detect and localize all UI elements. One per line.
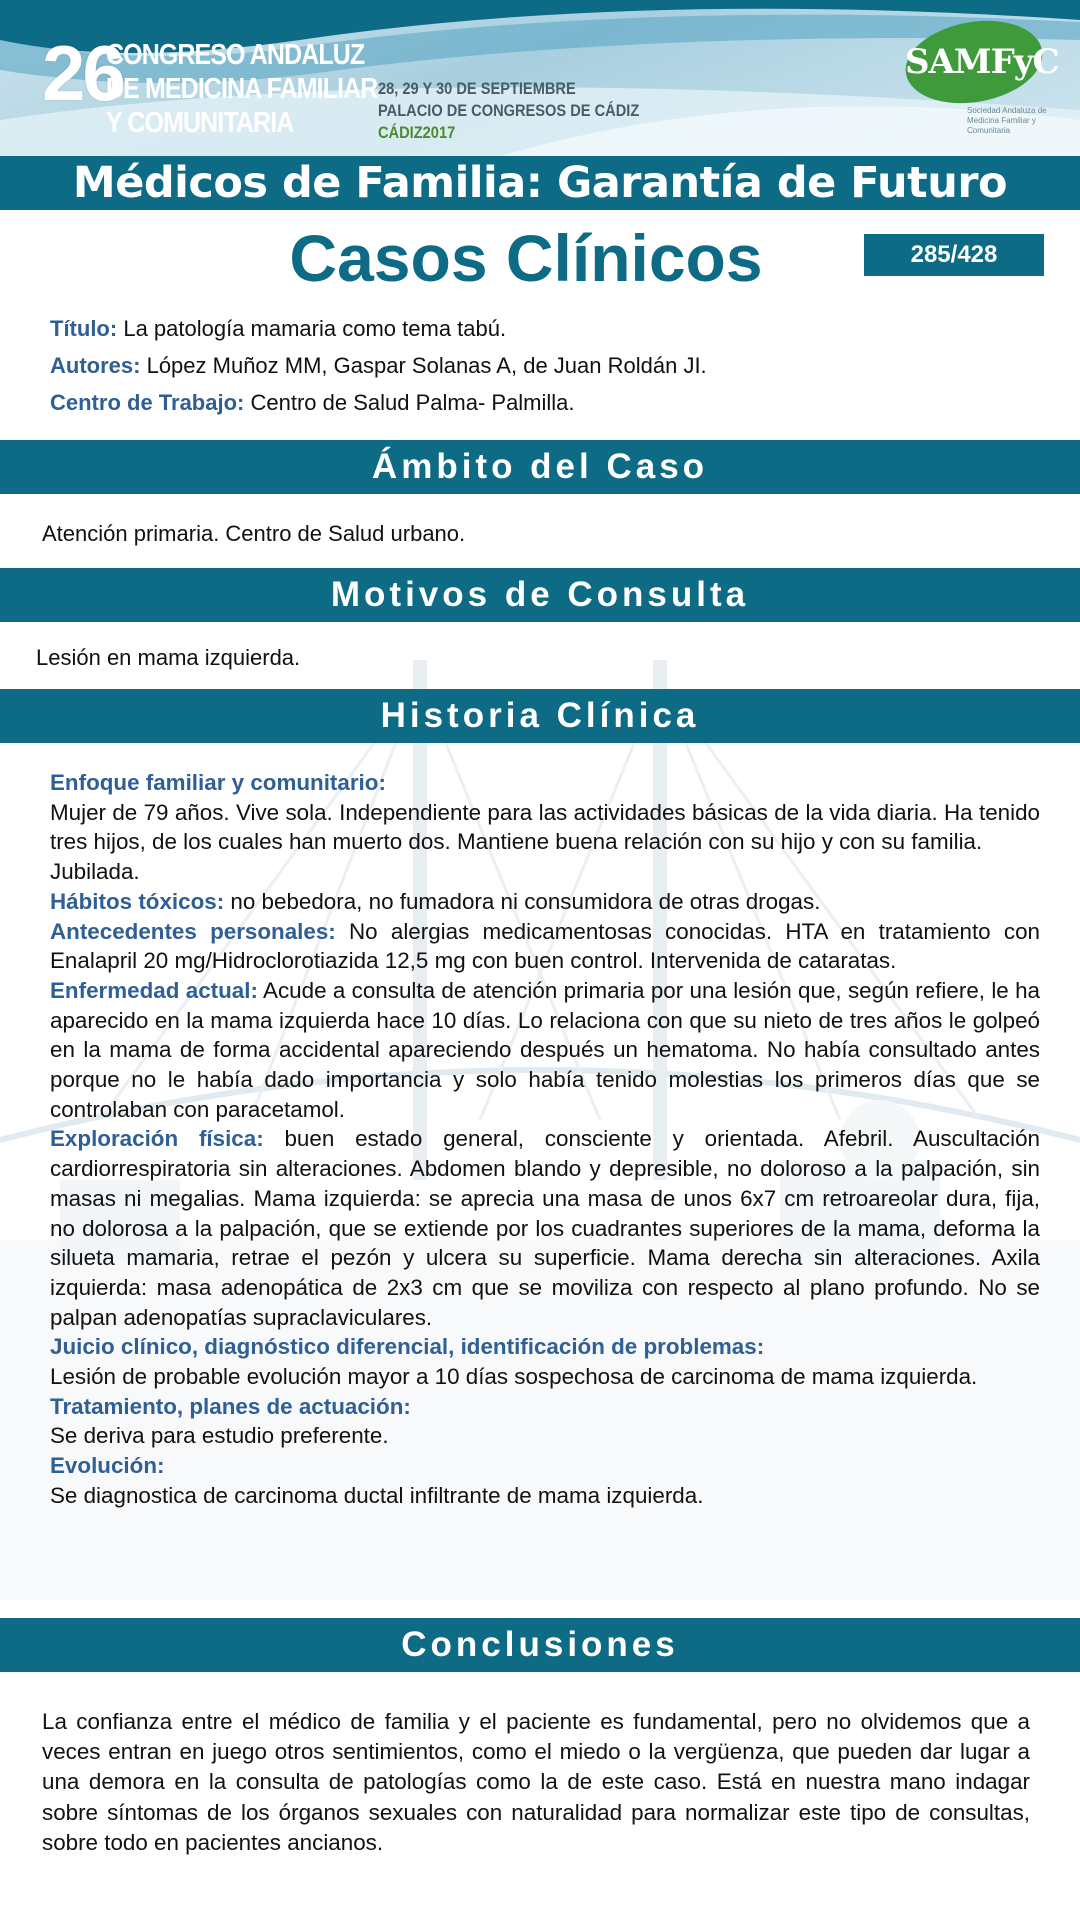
evolucion-label: Evolución:	[50, 1453, 165, 1479]
motivos-text: Lesión en mama izquierda.	[36, 645, 301, 670]
juicio-label: Juicio clínico, diagnóstico diferencial, identificación de problemas:	[50, 1334, 765, 1360]
congress-venue: PALACIO DE CONGRESOS DE CÁDIZ	[378, 101, 640, 120]
enfermedad-label: Enfermedad actual:	[50, 977, 258, 1003]
section-heading-ambito: Ámbito del Caso	[0, 440, 1080, 494]
ambito-text: Atención primaria. Centro de Salud urbano.	[42, 521, 466, 546]
centro-label: Centro de Trabajo:	[50, 390, 245, 415]
congress-edition-number: 26	[42, 29, 123, 117]
congress-city: CÁDIZ	[378, 123, 423, 142]
section-heading-motivos: Motivos de Consulta	[0, 568, 1080, 622]
enfermedad-text: Acude a consulta de atención primaria por una lesión que, según refiere, le ha aparecido en la mama izquierda hace 10 días. Lo relaciona con que su nieto de tres años le golpeó en la mama de forma accidental apareciendo después un hematoma. No había consultado antes porque no le había dado importancia y solo había tenido molestias los primeros días que se controlaban con paracetamol.	[50, 977, 1040, 1122]
enfoque-label: Enfoque familiar y comunitario:	[50, 770, 386, 795]
congress-motto-banner: Médicos de Familia: Garantía de Futuro	[0, 156, 1080, 210]
logo-text: SAMFyC	[905, 42, 1059, 82]
congress-year: 2017	[422, 123, 456, 142]
autores-value: López Muñoz MM, Gaspar Solanas A, de Juan Roldán JI.	[146, 353, 707, 378]
congress-name	[106, 38, 377, 140]
titulo-value: La patología mamaria como tema tabú.	[123, 316, 507, 341]
habitos-label: Hábitos tóxicos:	[50, 888, 225, 914]
section-heading-conclusiones: Conclusiones	[0, 1618, 1080, 1672]
centro-value: Centro de Salud Palma- Palmilla.	[250, 390, 575, 415]
congress-name-line-3: Y COMUNITARIA	[106, 107, 294, 139]
case-number-badge: 285/428	[864, 234, 1044, 276]
habitos-paragraph	[50, 887, 1040, 917]
exploracion-paragraph	[50, 1124, 1040, 1332]
exploracion-text: buen estado general, consciente y orientada. Afebril. Auscultación cardiorrespiratoria sin alteraciones. Abdomen blando y depresible, no doloroso a la palpación, sin masas ni megalias. Mama izquierda: se aprecia una masa de unos 6x7 cm retroareolar dura, fija, no dolorosa a la palpación, que se extiende por los cuadrantes superiores de la mama, deforma la silueta mamaria, retrae el pezón y ulcera su superficie. Mama derecha sin alteraciones. Axila izquierda: masa adenopática de 2x3 cm que se moviliza con respecto al plano profundo. No se palpan adenopatías supraclaviculares.	[50, 1126, 1040, 1330]
enfermedad-paragraph	[50, 976, 1040, 1125]
logo-subtitle: Sociedad Andaluza de Medicina Familiar y Comunitaria	[967, 106, 1047, 135]
historia-clinica-body	[50, 768, 1040, 1511]
meta-titulo	[50, 316, 506, 342]
tratamiento-text: Se deriva para estudio preferente.	[50, 1423, 389, 1449]
congress-name-line-1: CONGRESO ANDALUZ	[106, 39, 365, 71]
titulo-label: Título:	[50, 316, 118, 341]
antecedentes-paragraph	[50, 917, 1040, 976]
habitos-text: no bebedora, no fumadora ni consumidora de otras drogas.	[230, 888, 821, 914]
jubilada-text: Jubilada.	[50, 859, 140, 885]
tratamiento-label: Tratamiento, planes de actuación:	[50, 1393, 411, 1419]
section-heading-historia: Historia Clínica	[0, 689, 1080, 743]
meta-centro	[50, 390, 575, 416]
document-title: Casos Clínicos	[289, 221, 763, 295]
congress-dates-venue	[378, 78, 639, 144]
meta-autores	[50, 353, 707, 379]
antecedentes-text: No alergias medicamentosas conocidas. HTA en tratamiento con Enalapril 20 mg/Hidroclorotiazida 12,5 mg con buen control. Intervenida de cataratas.	[50, 918, 1040, 974]
congress-header	[0, 0, 1080, 156]
enfoque-text: Mujer de 79 años. Vive sola. Independiente para las actividades básicas de la vida diaria. Ha tenido tres hijos, de los cuales han muerto dos. Mantiene buena relación con su hijo y con su familia.	[50, 799, 1040, 855]
evolucion-text: Se diagnostica de carcinoma ductal infiltrante de mama izquierda.	[50, 1482, 704, 1508]
exploracion-label: Exploración física:	[50, 1126, 264, 1152]
autores-label: Autores:	[50, 353, 141, 378]
congress-city-year	[378, 122, 639, 144]
antecedentes-label: Antecedentes personales:	[50, 918, 336, 944]
congress-name-line-2: DE MEDICINA FAMILIAR	[106, 73, 378, 105]
juicio-text: Lesión de probable evolución mayor a 10 días sospechosa de carcinoma de mama izquierda.	[50, 1364, 978, 1390]
congress-dates: 28, 29 Y 30 DE SEPTIEMBRE	[378, 79, 576, 98]
samfyc-logo	[905, 22, 1059, 142]
conclusiones-text: La confianza entre el médico de familia y el paciente es fundamental, pero no olvidemos que a veces entran en juego otros sentimientos, como el miedo o la vergüenza, que pueden dar lugar a una demora en la consulta de patologías como la de este caso. Está en nuestra mano indagar sobre síntomas de los órganos sexuales con naturalidad para normalizar este tipo de consultas, sobre todo en pacientes ancianos.	[42, 1709, 1030, 1855]
